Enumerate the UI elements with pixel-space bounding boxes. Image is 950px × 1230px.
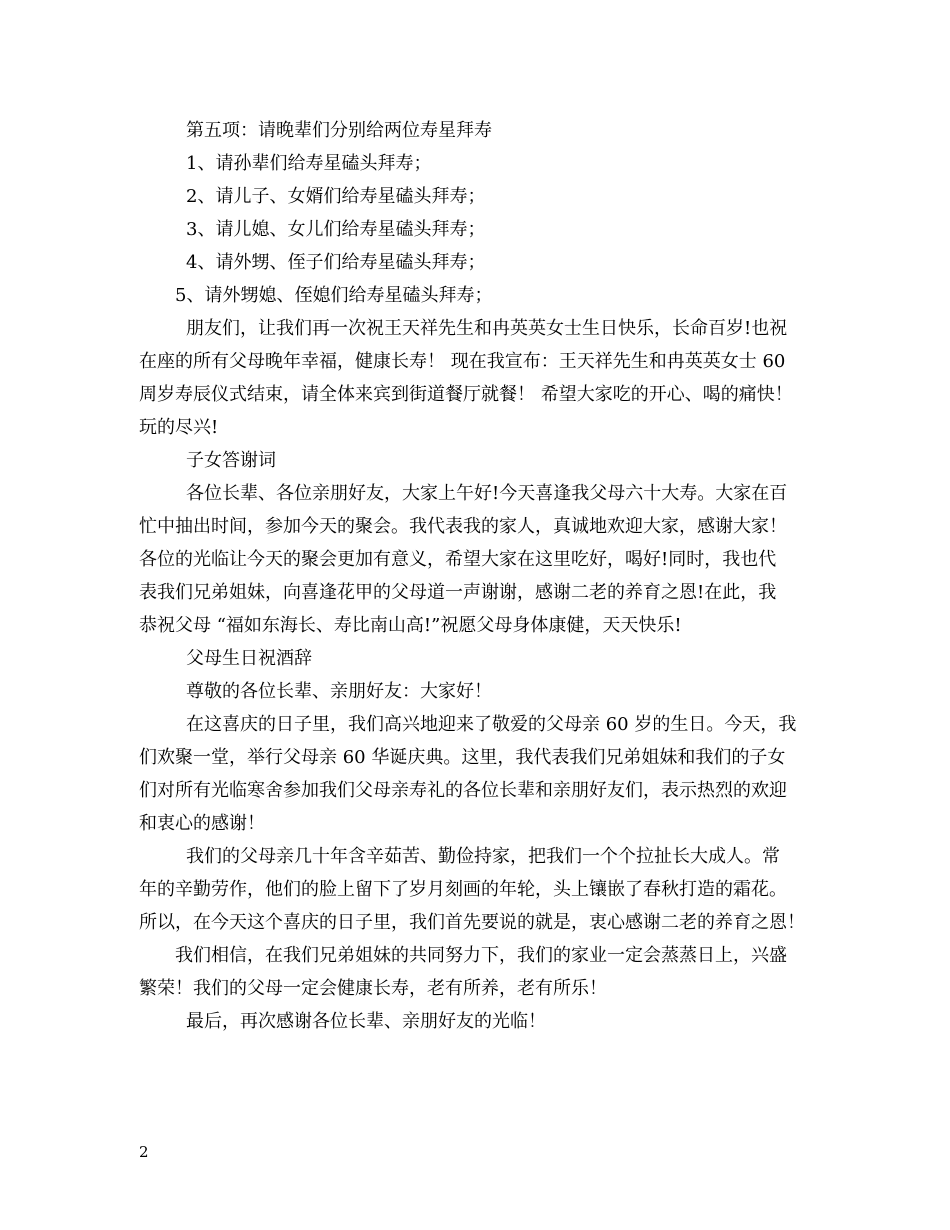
text-line: 恭祝父母 “福如东海长、寿比南山高!”祝愿父母身体康健，天天快乐! xyxy=(139,615,682,636)
text-line: 我们的父母亲几十年含辛茹苦、勤俭持家，把我们一个个拉扯长大成人。常 xyxy=(186,846,780,867)
text-line: 表我们兄弟姐妹，向喜逢花甲的父母道一声谢谢，感谢二老的养育之恩!在此，我 xyxy=(139,582,777,603)
text-line: 繁荣！我们的父母一定会健康长寿，老有所养，老有所乐！ xyxy=(139,978,607,999)
text-line: 各位长辈、各位亲朋好友，大家上午好!今天喜逢我父母六十大寿。大家在百 xyxy=(186,483,788,504)
text-line: 第五项：请晚辈们分别给两位寿星拜寿 xyxy=(186,120,492,141)
text-line: 各位的光临让今天的聚会更加有意义，希望大家在这里吃好，喝好!同时，我也代 xyxy=(139,549,777,570)
text-line: 所以，在今天这个喜庆的日子里，我们首先要说的就是，衷心感谢二老的养育之恩！ xyxy=(139,912,805,933)
text-line: 在这喜庆的日子里，我们高兴地迎来了敬爱的父母亲 60 岁的生日。今天，我 xyxy=(186,714,797,735)
text-line: 父母生日祝酒辞 xyxy=(186,648,312,669)
text-line: 子女答谢词 xyxy=(186,450,276,471)
text-line: 3、请儿媳、女儿们给寿星磕头拜寿； xyxy=(186,219,486,240)
text-line: 们欢聚一堂，举行父母亲 60 华诞庆典。这里，我代表我们兄弟姐妹和我们的子女 xyxy=(139,747,786,768)
text-line: 们对所有光临寒舍参加我们父母亲寿礼的各位长辈和亲朋好友们，表示热烈的欢迎 xyxy=(139,780,787,801)
text-line: 朋友们，让我们再一次祝王天祥先生和冉英英女士生日快乐，长命百岁!也祝 xyxy=(186,318,788,339)
text-line: 最后，再次感谢各位长辈、亲朋好友的光临！ xyxy=(186,1011,546,1032)
text-line: 玩的尽兴! xyxy=(139,417,219,438)
document-body xyxy=(139,114,815,1038)
text-line: 和衷心的感谢！ xyxy=(139,813,265,834)
text-line: 周岁寿辰仪式结束，请全体来宾到街道餐厅就餐！ 希望大家吃的开心、喝的痛快！ xyxy=(139,384,793,405)
text-line: 忙中抽出时间，参加今天的聚会。我代表我的家人，真诚地欢迎大家，感谢大家！ xyxy=(139,516,787,537)
text-line: 年的辛勤劳作，他们的脸上留下了岁月刻画的年轮，头上镶嵌了春秋打造的霜花。 xyxy=(139,879,787,900)
text-line: 尊敬的各位长辈、亲朋好友：大家好！ xyxy=(186,681,492,702)
text-line: 2、请儿子、女婿们给寿星磕头拜寿； xyxy=(186,186,486,207)
text-line: 在座的所有父母晚年幸福，健康长寿！ 现在我宣布：王天祥先生和冉英英女士 60 xyxy=(139,351,786,372)
text-line: 4、请外甥、侄子们给寿星磕头拜寿； xyxy=(186,252,486,273)
page-number: 2 xyxy=(139,1143,149,1161)
text-line: 1、请孙辈们给寿星磕头拜寿； xyxy=(186,153,432,174)
text-line: 5、请外甥媳、侄媳们给寿星磕头拜寿； xyxy=(175,285,493,306)
text-line: 我们相信，在我们兄弟姐妹的共同努力下，我们的家业一定会蒸蒸日上，兴盛 xyxy=(175,945,787,966)
